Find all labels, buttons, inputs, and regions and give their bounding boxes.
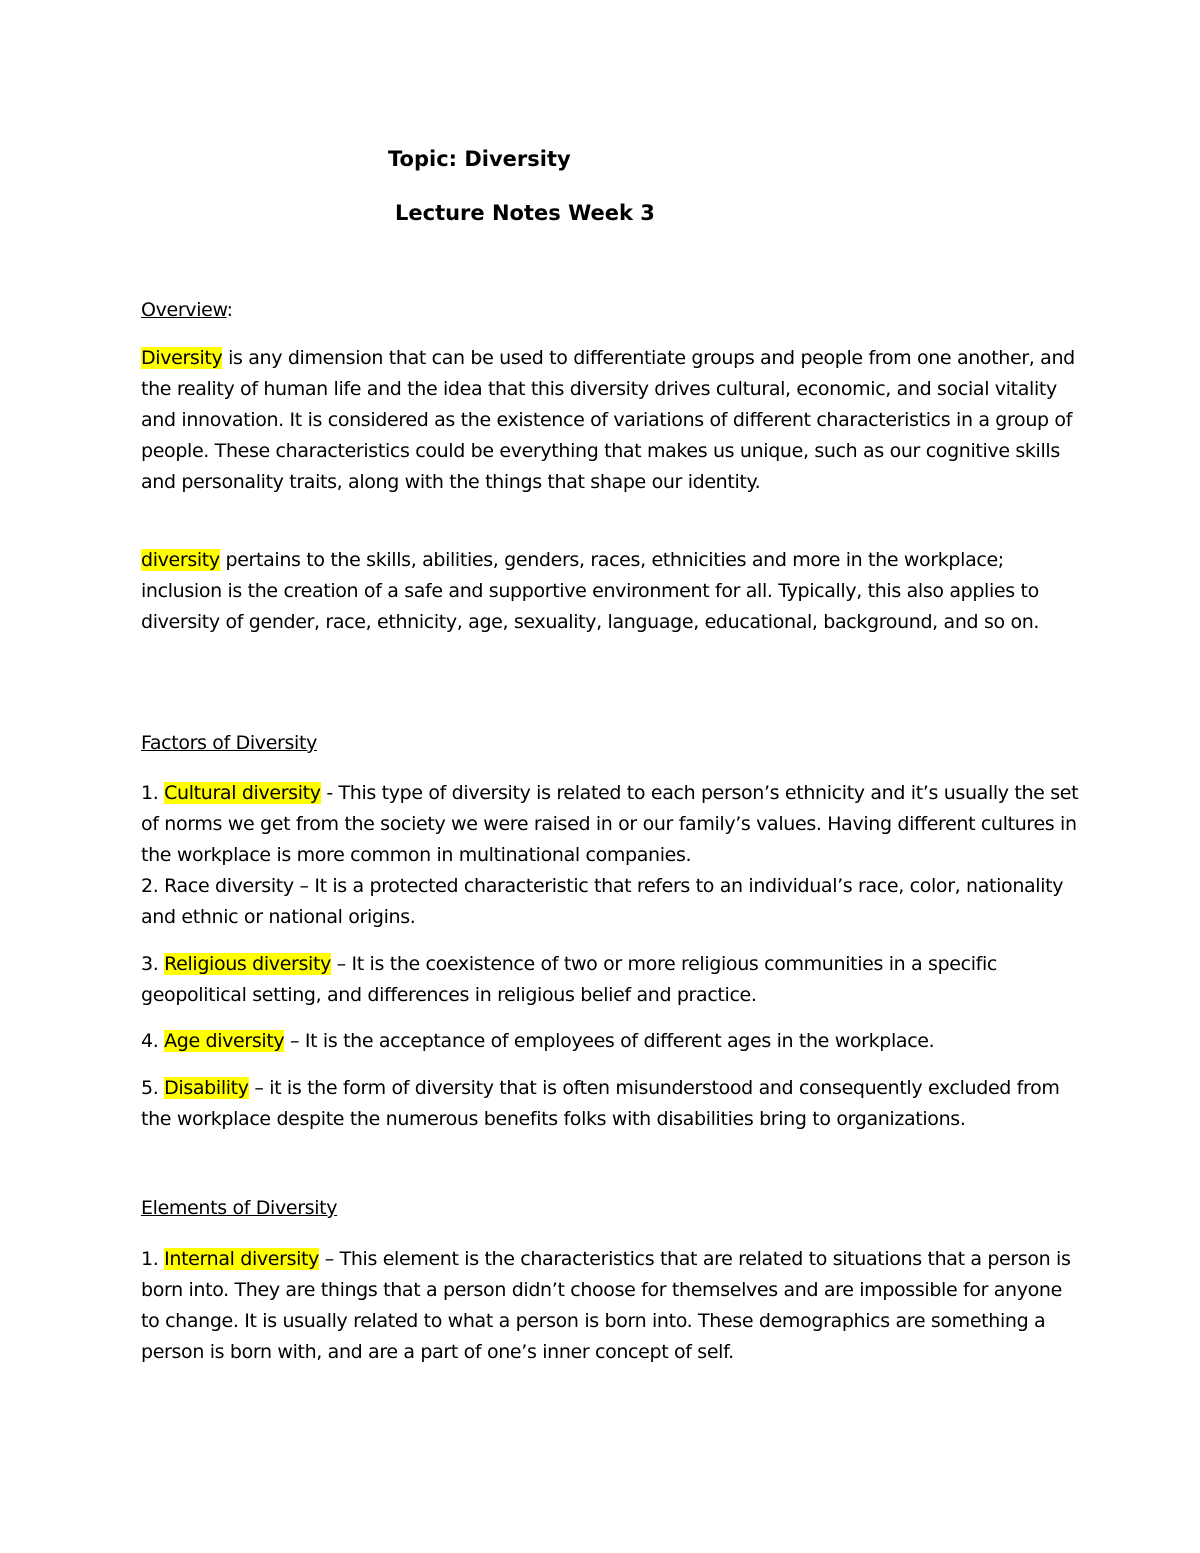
list-item-number: 4.: [141, 1030, 165, 1052]
factors-heading: Factors of Diversity: [141, 732, 317, 754]
list-item-text: Race diversity – It is a protected characteristic that refers to an individual’s race, color, nationality and ethnic or national origins.: [141, 875, 1064, 928]
highlighted-term: Cultural diversity: [164, 782, 321, 804]
factors-list-items-1-2: [141, 778, 1081, 933]
highlighted-term: Diversity: [141, 347, 223, 369]
list-item-factor-1: [141, 778, 1081, 871]
overview-heading-colon: :: [226, 299, 233, 321]
paragraph-text: is any dimension that can be used to differentiate groups and people from one another, and the reality of human life and the idea that this diversity drives cultural, economic, and social vitality and innovation. It is considered as the existence of variations of different characteristics in a group of people. These characteristics could be everything that makes us unique, such as our cognitive skills and personality traits, along with the things that shape our identity.: [141, 347, 1075, 493]
highlighted-term: Age diversity: [164, 1030, 285, 1052]
list-item-factor-3: [141, 949, 1081, 1011]
highlighted-term: Disability: [164, 1077, 249, 1099]
list-item-factor-5: [141, 1073, 1081, 1135]
list-item-number: 1.: [141, 782, 165, 804]
list-item-number: 2.: [141, 875, 165, 897]
document-subtitle: Lecture Notes Week 3: [395, 201, 655, 225]
list-item-text: – It is the acceptance of employees of different ages in the workplace.: [284, 1030, 935, 1052]
list-item-number: 5.: [141, 1077, 165, 1099]
overview-paragraph-1: [141, 343, 1081, 498]
list-item-text: - This type of diversity is related to each person’s ethnicity and it’s usually the set of norms we get from the society we were raised in or our family’s values. Having different cultures in the workplace is more common in multinational companies.: [141, 782, 1079, 866]
list-item-number: 1.: [141, 1248, 165, 1270]
highlighted-term: Internal diversity: [164, 1248, 320, 1270]
highlighted-term: Religious diversity: [164, 953, 331, 975]
overview-heading: [141, 299, 233, 321]
document-topic-title: Topic: Diversity: [388, 147, 571, 171]
list-item-element-1: [141, 1244, 1081, 1368]
highlighted-term: diversity: [141, 549, 220, 571]
list-item-text: – it is the form of diversity that is often misunderstood and consequently excluded from the workplace despite the numerous benefits folks with disabilities bring to organizations.: [141, 1077, 1060, 1130]
overview-heading-text: Overview: [141, 299, 227, 321]
list-item-number: 3.: [141, 953, 165, 975]
paragraph-text: pertains to the skills, abilities, genders, races, ethnicities and more in the workplace; inclusion is the creation of a safe and supportive environment for all. Typically, this also applies to diversity of gender, race, ethnicity, age, sexuality, language, educational, background, and so on.: [141, 549, 1040, 633]
list-item-text: – This element is the characteristics that are related to situations that a person is born into. They are things that a person didn’t choose for themselves and are impossible for anyone to change. It is usually related to what a person is born into. These demographics are something a person is born with, and are a part of one’s inner concept of self.: [141, 1248, 1071, 1363]
elements-heading: Elements of Diversity: [141, 1197, 338, 1219]
list-item-factor-2: [141, 871, 1081, 933]
list-item-text: – It is the coexistence of two or more religious communities in a specific geopolitical setting, and differences in religious belief and practice.: [141, 953, 998, 1006]
overview-paragraph-2: [141, 545, 1081, 638]
list-item-factor-4: [141, 1026, 1081, 1057]
